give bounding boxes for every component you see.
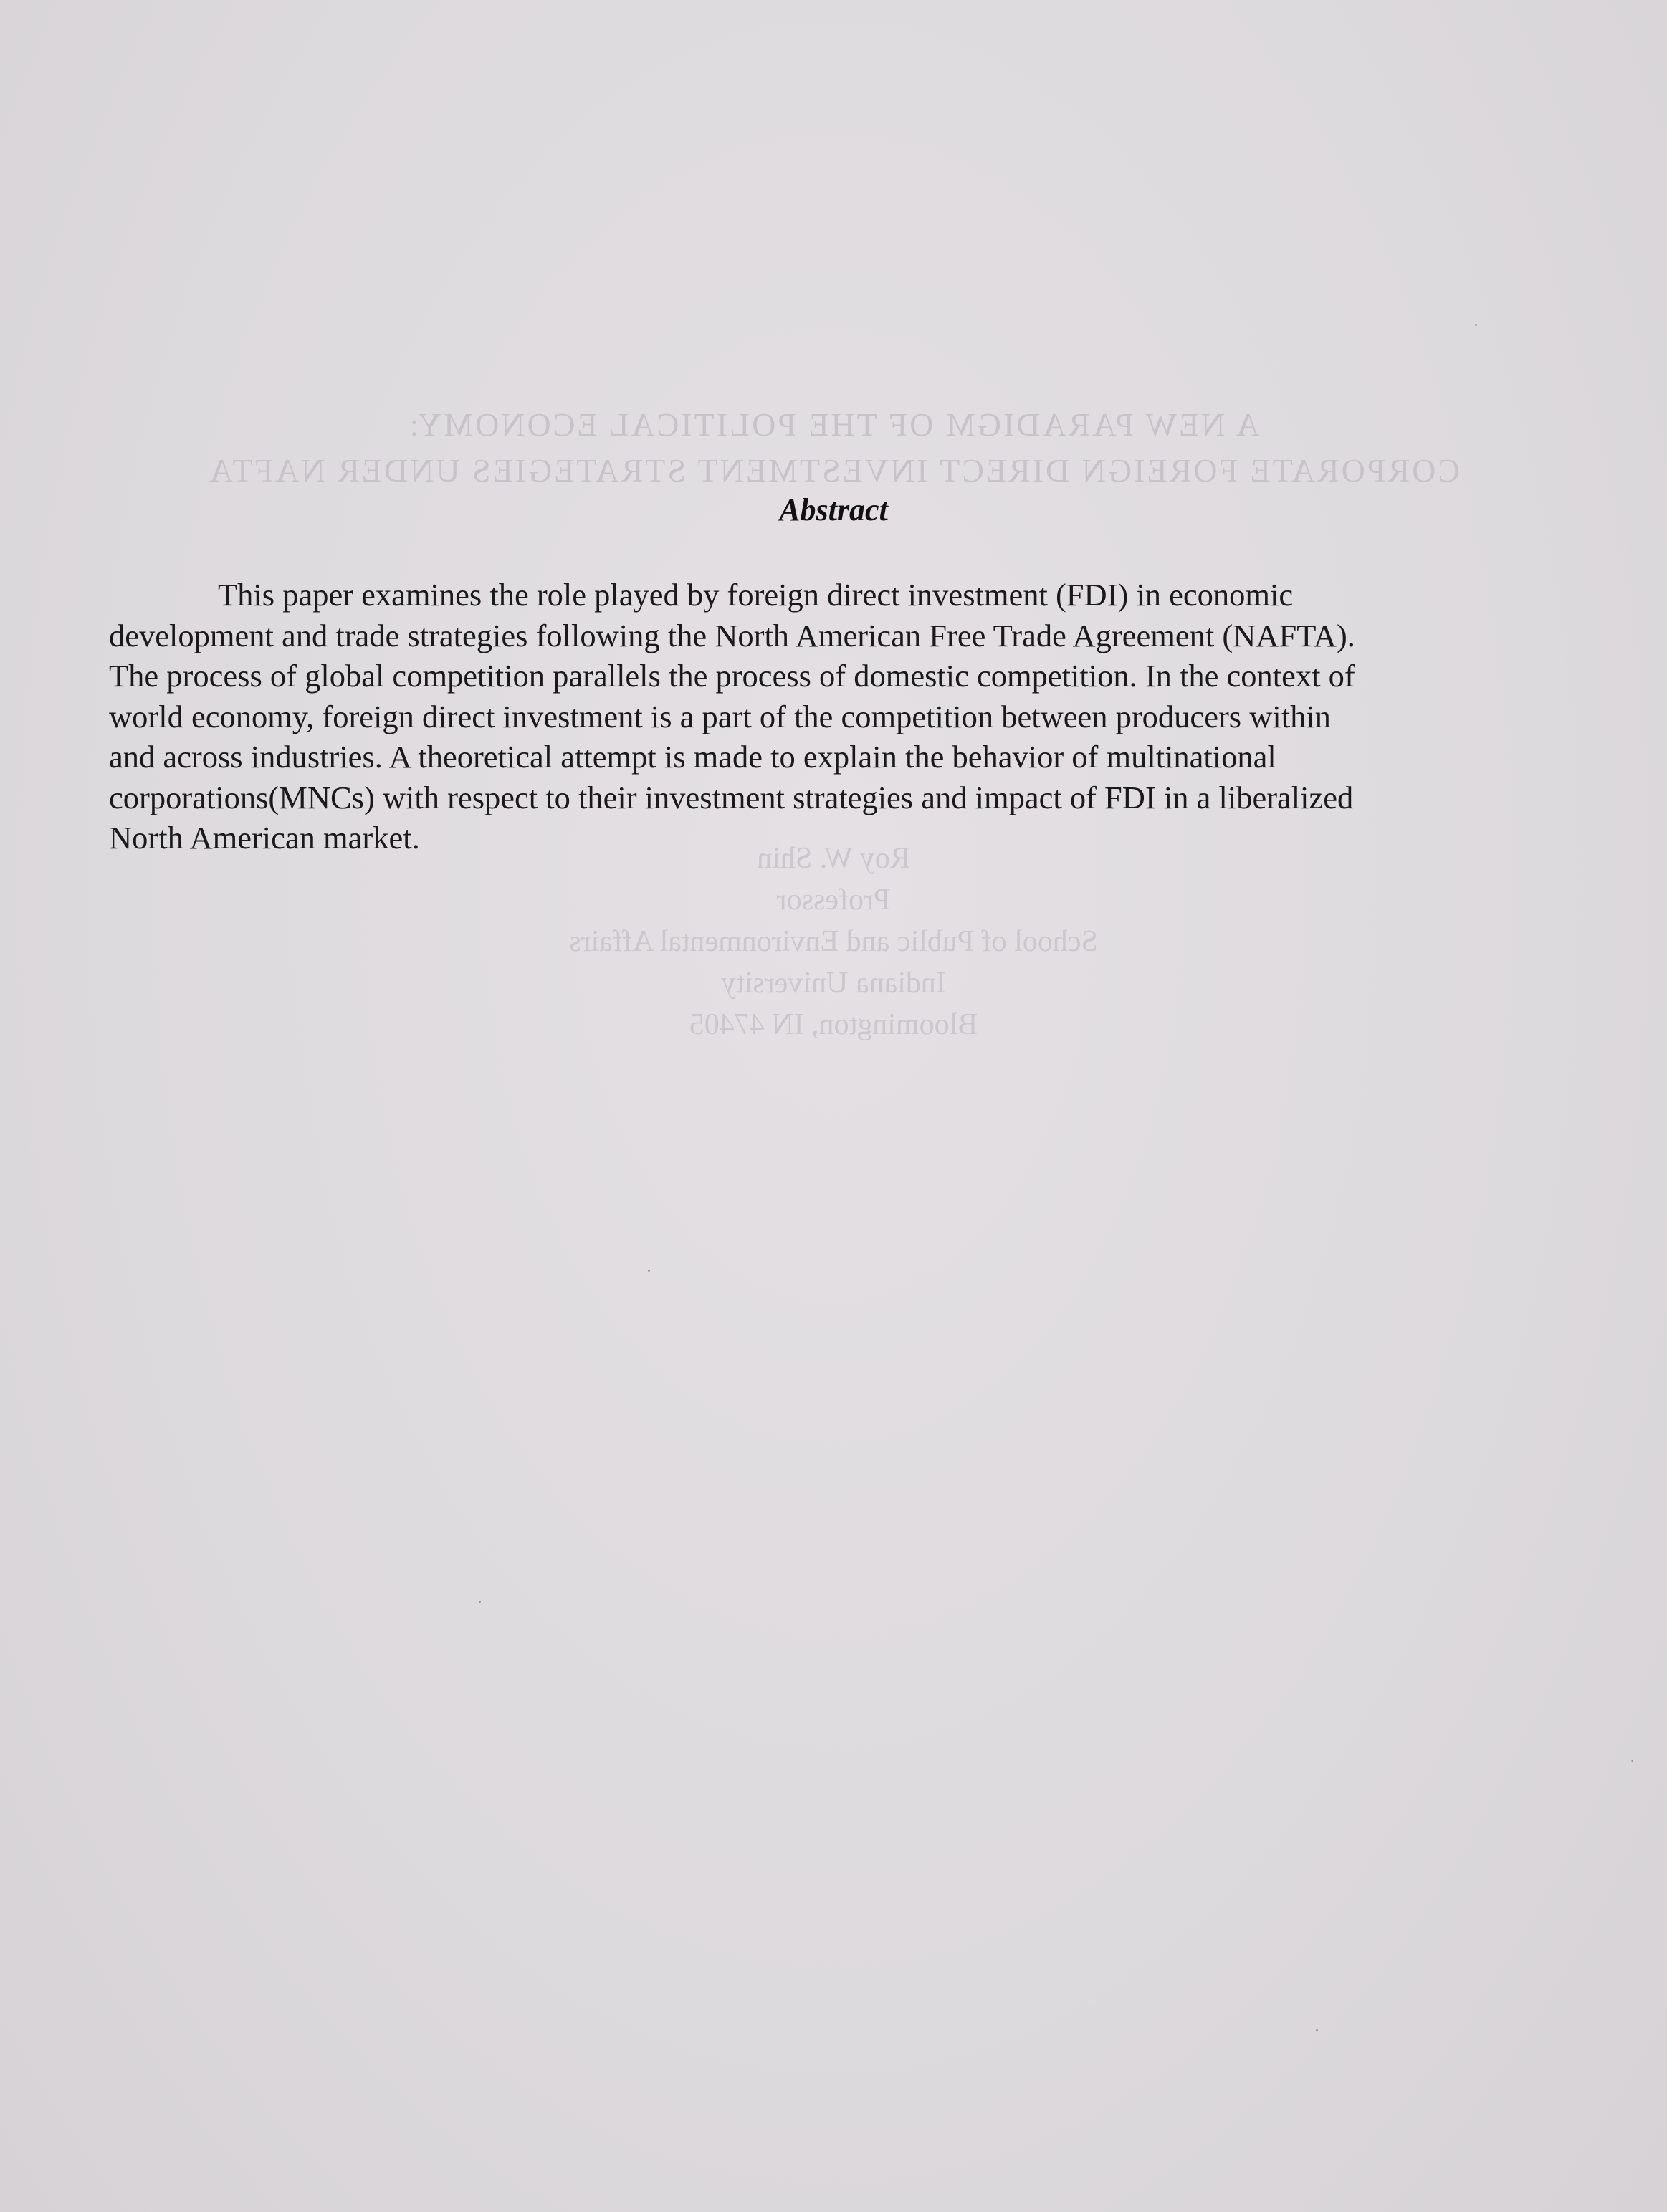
bleed-through-title-line-1: A NEW PARADIGM OF THE POLITICAL ECONOMY: [407,406,1260,443]
abstract-line: This paper examines the role played by foreign direct investment (FDI) in economic [218,577,1294,613]
bleed-through-author-university: Indiana University [721,967,946,1000]
bleed-through-author-title: Professor [776,884,891,916]
bleed-through-author-name: Roy W. Shin [757,842,910,875]
bleed-through-title-line-2: CORPORATE FOREIGN DIRECT INVESTMENT STRATEGIES UNDER NAFTA [206,452,1461,489]
bleed-through-author-school: School of Public and Environmental Affairs [569,925,1098,958]
abstract-line: The process of global competition parallels the process of domestic competition. In the context of [109,658,1355,694]
paper-speck [479,1601,481,1603]
abstract-line: corporations(MNCs) with respect to their investment strategies and impact of FDI in a liberalized [109,779,1354,815]
abstract-body [109,575,1549,858]
bleed-through-author-address: Bloomington, IN 47405 [689,1008,978,1041]
abstract-line: and across industries. A theoretical attempt is made to explain the behavior of multinational [109,739,1276,775]
abstract-line: world economy, foreign direct investment is a part of the competition between producers within [109,698,1331,734]
paper-speck [1631,1760,1633,1762]
paper-speck [648,1270,650,1272]
abstract-line: development and trade strategies following the North American Free Trade Agreement (NAFTA). [109,617,1355,653]
abstract-line: North American market. [109,820,420,856]
paper-speck [1316,2029,1318,2031]
abstract-heading: Abstract [779,492,888,527]
paper-speck [1475,324,1477,326]
